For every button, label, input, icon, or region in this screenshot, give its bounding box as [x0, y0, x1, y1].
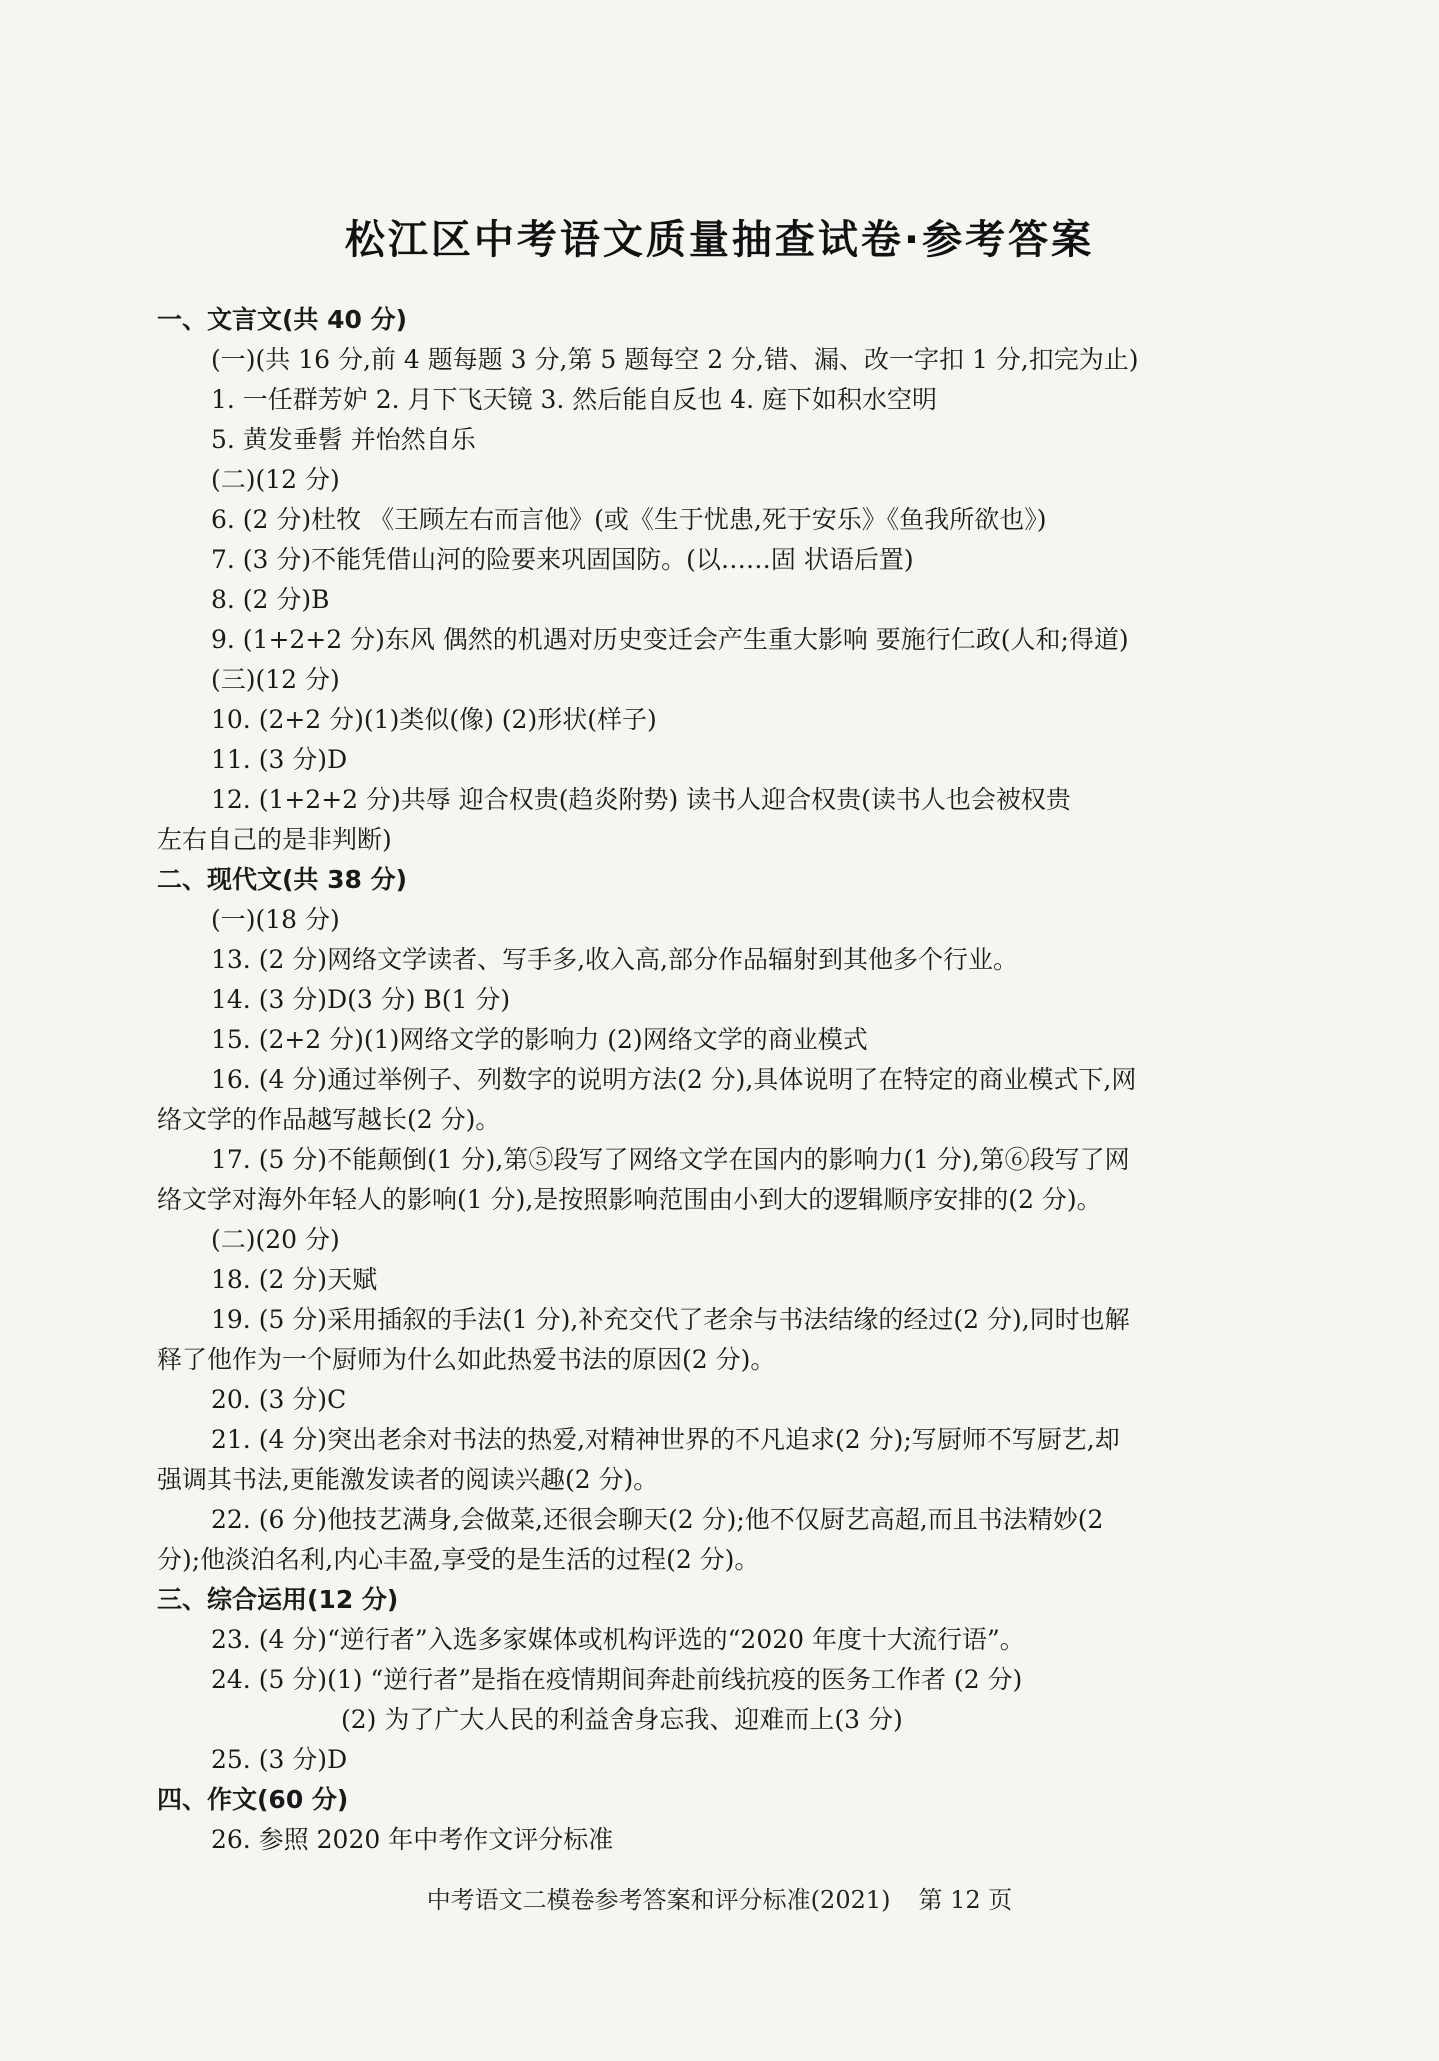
answer-line: 10. (2+2 分)(1)类似(像) (2)形状(样子)	[211, 705, 657, 734]
answer-line: 释了他作为一个厨师为什么如此热爱书法的原因(2 分)。	[157, 1345, 776, 1374]
answer-line: 19. (5 分)采用插叙的手法(1 分),补充交代了老余与书法结缘的经过(2 分),同时也解	[211, 1305, 1130, 1334]
answer-line: 分);他淡泊名利,内心丰盈,享受的是生活的过程(2 分)。	[157, 1545, 760, 1574]
page-title: 松江区中考语文质量抽查试卷·参考答案	[344, 217, 1095, 263]
answer-line: 20. (3 分)C	[211, 1385, 347, 1414]
answer-line: 6. (2 分)杜牧 《王顾左右而言他》(或《生于忧患,死于安乐》《鱼我所欲也》)	[211, 505, 1047, 534]
answer-line: 9. (1+2+2 分)东风 偶然的机遇对历史变迁会产生重大影响 要施行仁政(人和;得道)	[211, 625, 1129, 654]
answer-line: (二)(12 分)	[211, 465, 340, 494]
answer-line: (三)(12 分)	[211, 665, 340, 694]
answer-line: (一)(共 16 分,前 4 题每题 3 分,第 5 题每空 2 分,错、漏、改一字扣 1 分,扣完为止)	[211, 345, 1139, 374]
section-heading: 四、作文(60 分)	[157, 1785, 349, 1814]
answer-line: 18. (2 分)天赋	[211, 1265, 378, 1294]
answer-line: 12. (1+2+2 分)共辱 迎合权贵(趋炎附势) 读书人迎合权贵(读书人也会被权贵	[211, 785, 1071, 814]
answer-line: (一)(18 分)	[211, 905, 340, 934]
answer-line: 25. (3 分)D	[211, 1745, 348, 1774]
answer-line: 7. (3 分)不能凭借山河的险要来巩固国防。(以……固 状语后置)	[211, 545, 914, 574]
answer-line: 左右自己的是非判断)	[157, 825, 392, 854]
footer-page-number: 第 12 页	[918, 1886, 1013, 1914]
answer-line: 21. (4 分)突出老余对书法的热爱,对精神世界的不凡追求(2 分);写厨师不写厨艺,却	[211, 1425, 1120, 1454]
answer-line: (2) 为了广大人民的利益舍身忘我、迎难而上(3 分)	[341, 1705, 903, 1734]
answer-line: 1. 一任群芳妒 2. 月下飞天镜 3. 然后能自反也 4. 庭下如积水空明	[211, 385, 938, 414]
answer-line: 22. (6 分)他技艺满身,会做菜,还很会聊天(2 分);他不仅厨艺高超,而且书法精妙(2	[211, 1505, 1104, 1534]
answer-line: 强调其书法,更能激发读者的阅读兴趣(2 分)。	[157, 1465, 659, 1494]
page-footer	[0, 1880, 1439, 1915]
answer-line: 5. 黄发垂髫 并怡然自乐	[211, 425, 476, 454]
answer-line: 24. (5 分)(1) “逆行者”是指在疫情期间奔赴前线抗疫的医务工作者 (2 分)	[211, 1665, 1023, 1694]
answer-line: 26. 参照 2020 年中考作文评分标准	[211, 1825, 614, 1854]
footer-source: 中考语文二模卷参考答案和评分标准(2021)	[426, 1886, 891, 1914]
answer-line: 16. (4 分)通过举例子、列数字的说明方法(2 分),具体说明了在特定的商业模式下,网	[211, 1065, 1137, 1094]
answer-line: 14. (3 分)D(3 分) B(1 分)	[211, 985, 511, 1014]
answer-line: 13. (2 分)网络文学读者、写手多,收入高,部分作品辐射到其他多个行业。	[211, 945, 1018, 974]
answer-line: 23. (4 分)“逆行者”入选多家媒体或机构评选的“2020 年度十大流行语”。	[211, 1625, 1025, 1654]
answer-line: 8. (2 分)B	[211, 585, 330, 614]
answer-line: 络文学的作品越写越长(2 分)。	[157, 1105, 501, 1134]
section-heading: 三、综合运用(12 分)	[157, 1585, 399, 1614]
answer-content	[157, 300, 1289, 1860]
answer-line: 17. (5 分)不能颠倒(1 分),第⑤段写了网络文学在国内的影响力(1 分),第⑥段写了网	[211, 1145, 1130, 1174]
answer-line: 15. (2+2 分)(1)网络文学的影响力 (2)网络文学的商业模式	[211, 1025, 868, 1054]
answer-line: 络文学对海外年轻人的影响(1 分),是按照影响范围由小到大的逻辑顺序安排的(2 分)。	[157, 1185, 1102, 1214]
section-heading: 二、现代文(共 38 分)	[157, 865, 408, 894]
section-heading: 一、文言文(共 40 分)	[157, 305, 408, 334]
answer-line: 11. (3 分)D	[211, 745, 348, 774]
answer-line: (二)(20 分)	[211, 1225, 340, 1254]
